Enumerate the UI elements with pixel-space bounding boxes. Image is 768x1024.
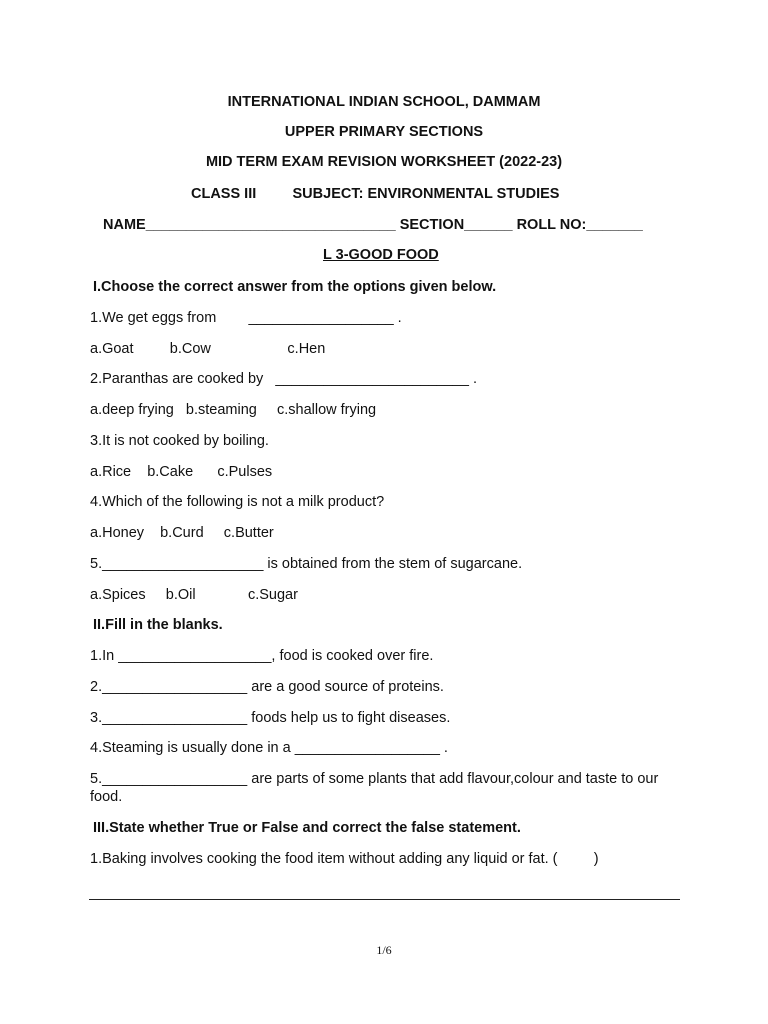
section2-heading: II.Fill in the blanks. — [93, 617, 223, 633]
true-false-question-1: 1.Baking involves cooking the food item without adding any liquid or fat. ( ) — [90, 851, 599, 867]
mcq-question-2: 2.Paranthas are cooked by ________________________ . — [90, 371, 477, 387]
mcq-question-3: 3.It is not cooked by boiling. — [90, 433, 269, 449]
class-subject-line: CLASS III SUBJECT: ENVIRONMENTAL STUDIES — [191, 186, 560, 202]
mcq-question-1: 1.We get eggs from __________________ . — [90, 310, 402, 326]
footer-divider — [89, 899, 680, 900]
section1-heading: I.Choose the correct answer from the options given below. — [93, 279, 497, 295]
mcq-question-5: 5.____________________ is obtained from the stem of sugarcane. — [90, 556, 523, 572]
lesson-title: L 3-GOOD FOOD — [323, 247, 439, 263]
mcq-options-1: a.Goat b.Cow c.Hen — [90, 341, 326, 357]
mcq-question-4: 4.Which of the following is not a milk product? — [90, 494, 385, 510]
school-name: INTERNATIONAL INDIAN SCHOOL, DAMMAM — [227, 94, 541, 110]
fill-blank-5: 5.__________________ are parts of some plants that add flavour,colour and taste to our food. — [90, 771, 659, 805]
section3-heading: III.State whether True or False and correct the false statement. — [93, 820, 521, 836]
fill-blank-1: 1.In ___________________, food is cooked over fire. — [90, 648, 434, 664]
mcq-options-5: a.Spices b.Oil c.Sugar — [90, 587, 298, 603]
fill-blank-4: 4.Steaming is usually done in a __________________ . — [90, 740, 448, 756]
mcq-options-4: a.Honey b.Curd c.Butter — [90, 525, 274, 541]
mcq-options-3: a.Rice b.Cake c.Pulses — [90, 464, 273, 480]
fill-blank-2: 2.__________________ are a good source of proteins. — [90, 679, 444, 695]
fill-blank-3: 3.__________________ foods help us to fight diseases. — [90, 710, 451, 726]
exam-title: MID TERM EXAM REVISION WORKSHEET (2022-23) — [205, 154, 563, 170]
section-name: UPPER PRIMARY SECTIONS — [284, 124, 484, 140]
mcq-options-2: a.deep frying b.steaming c.shallow frying — [90, 402, 377, 418]
page-number: 1/6 — [376, 943, 392, 957]
student-details-line: NAME_______________________________ SECTION______ ROLL NO:_______ — [103, 217, 643, 233]
